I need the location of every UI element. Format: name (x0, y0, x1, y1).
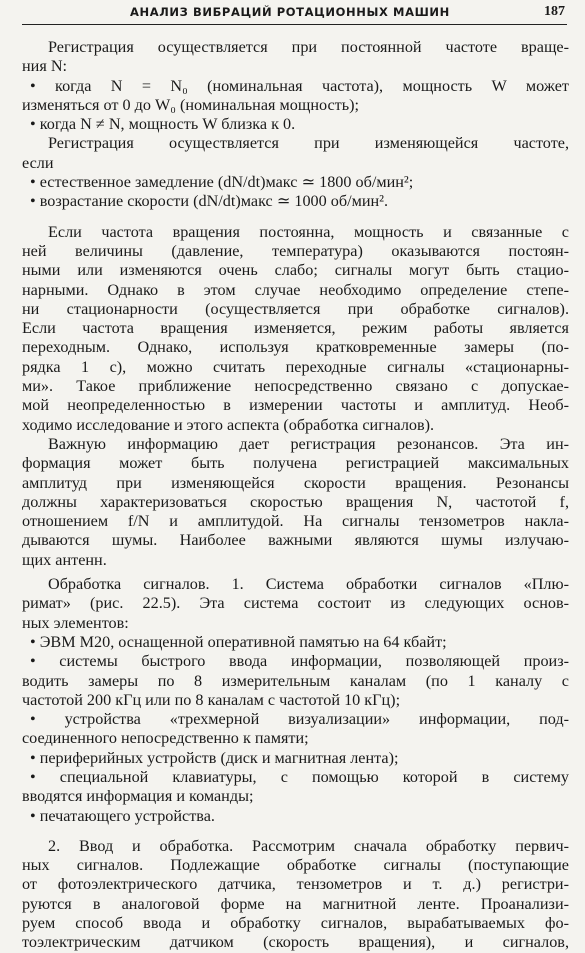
text-line: щих антенн. (22, 550, 107, 569)
text-line: ней величины (давление, температура) оказываются постоян- (22, 241, 569, 260)
text-line: вводятся информация и команды; (22, 787, 254, 806)
text-line: • возрастание скорости (dN/dt)макс ≃ 1000 об/мин². (30, 192, 389, 211)
text-line: соединенного непосредственно к памяти; (22, 729, 309, 748)
text-line: изменяться от 0 до W₀ (номинальная мощность); (22, 95, 360, 114)
text-line: • ЭВМ М20, оснащенной оперативной памятью на 64 кбайт; (30, 632, 447, 651)
text-line: • естественное замедление (dN/dt)макс ≃ 1800 об/мин²; (30, 173, 414, 192)
header-title: АНАЛИЗ ВИБРАЦИЙ РОТАЦИОННЫХ МАШИН (130, 5, 450, 19)
text-line: руем способ ввода и обработку сигналов, вырабатываемых фо- (22, 914, 569, 933)
text-line: если (22, 153, 54, 172)
text-line: от фотоэлектрического датчика, тензометров и т. д.) регистри- (22, 875, 569, 894)
text-line: руются в аналоговой форме на магнитной ленте. Проанализи- (22, 894, 569, 913)
text-line: ными или изменяются очень слабо; сигналы могут быть стацио- (22, 261, 569, 280)
text-line: • когда N = N₀ (номинальная частота), мощность W может (30, 76, 569, 95)
page-body (22, 38, 569, 953)
text-line: ни стационарности (осуществляется при обработке сигналов). (22, 299, 569, 318)
text-line: • специальной клавиатуры, с помощью которой в систему (30, 767, 569, 786)
text-line: дываются шумы. Наиболее важными являются шумы излучаю- (22, 531, 569, 550)
text-line: мой неопределенностью в измерении частоты и амплитуд. Необ- (22, 396, 569, 415)
text-line: формация может быть получена регистрацией максимальных (22, 454, 569, 473)
text-line: • устройства «трехмерной визуализации» информации, под- (30, 710, 569, 729)
text-line: рядка 1 с), можно считать переходные сигналы «стационарны- (22, 357, 569, 376)
text-line: должны характеризоваться скоростью вращения N, частотой f, (22, 492, 569, 511)
text-line: переходным. Однако, используя кратковременные замеры (по- (22, 338, 569, 357)
text-line: частотой 200 кГц или по 8 каналам с частотой 10 кГц); (22, 690, 401, 709)
text-line: ных элементов: (22, 613, 129, 632)
running-header (22, 2, 567, 25)
text-line: Важную информацию дает регистрация резонансов. Эта ин- (48, 434, 569, 453)
text-line: Обработка сигналов. 1. Система обработки сигналов «Плю- (48, 575, 569, 594)
text-line: Если частота вращения изменяется, режим работы является (22, 319, 569, 338)
text-line: ми». Такое приближение непосредственно связано с допускае- (22, 377, 569, 396)
text-line: ходимо исследование и этого аспекта (обработка сигналов). (22, 415, 435, 434)
text-line: • периферийных устройств (диск и магнитная лента); (30, 748, 399, 767)
text-line: тоэлектрическим датчиком (скорость вращения), и сигналов, (22, 933, 569, 952)
text-line: 2. Ввод и обработка. Рассмотрим сначала обработку первич- (48, 836, 569, 855)
text-line: нарными. Однако в этом случае необходимо определение степе- (22, 280, 569, 299)
page-number: 187 (544, 4, 565, 19)
text-line: отношением f/N и амплитудой. На сигналы тензометров накла- (22, 512, 569, 531)
text-line: ных сигналов. Подлежащие обработке сигналы (поступающие (22, 856, 569, 875)
text-line: • системы быстрого ввода информации, позволяющей произ- (30, 652, 569, 671)
text-line: • печатающего устройства. (30, 806, 215, 825)
text-line: Если частота вращения постоянна, мощность и связанные с (48, 222, 569, 241)
text-line: водить замеры по 8 измерительным каналам (по 1 каналу с (22, 671, 569, 690)
text-line: римат» (рис. 22.5). Эта система состоит из следующих основ- (22, 594, 569, 613)
text-line: • когда N ≠ N, мощность W близка к 0. (30, 115, 296, 134)
text-line: амплитуд при изменяющейся скорости вращения. Резонансы (22, 473, 569, 492)
text-line: ния N: (22, 57, 68, 76)
text-line: Регистрация осуществляется при изменяющейся частоте, (48, 134, 569, 153)
text-line: Регистрация осуществляется при постоянной частоте враще- (48, 38, 569, 56)
